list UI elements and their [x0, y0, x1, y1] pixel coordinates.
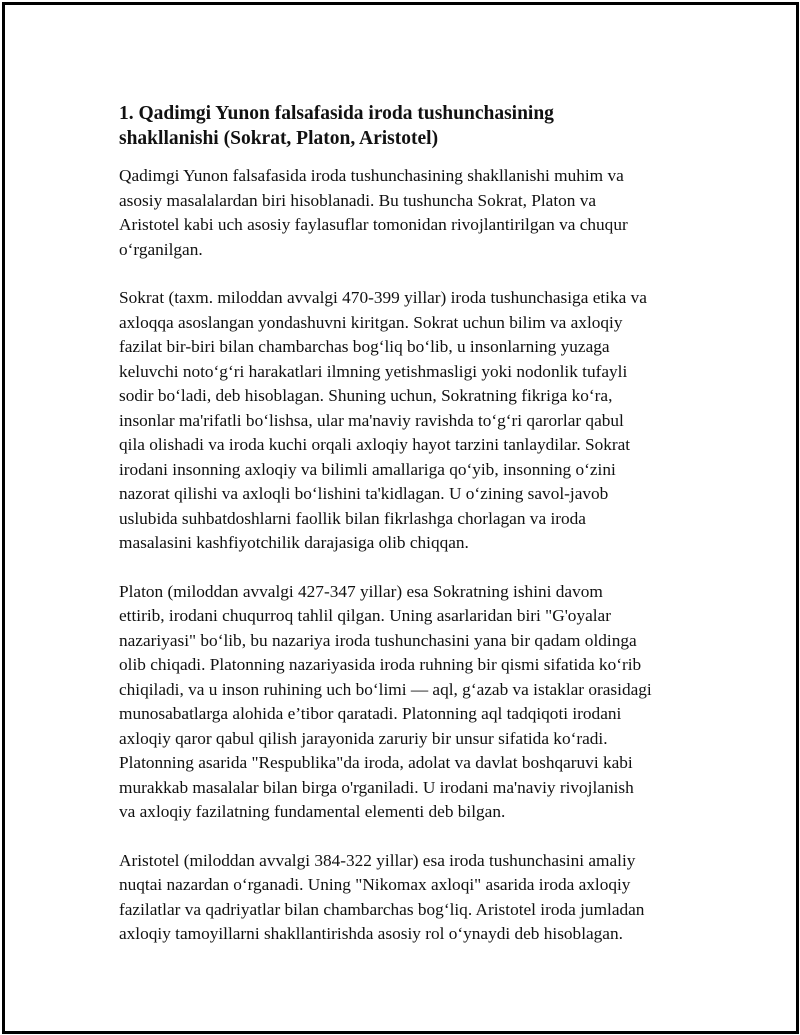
- text-line: uslubida suhbatdoshlarni faollik bilan fikrlashga chorlagan va iroda: [119, 508, 586, 528]
- text-line: axloqiy qaror qabul qilish jarayonida zaruriy bir unsur sifatida ko‘radi.: [119, 728, 608, 748]
- text-line: sodir bo‘ladi, deb hisoblagan. Shuning uchun, Sokratning fikriga ko‘ra,: [119, 386, 613, 405]
- text-line: insonlar ma'rifatli bo‘lishsa, ular ma'naviy ravishda to‘g‘ri qarorlar qabul: [119, 410, 624, 430]
- text-line: fazilatlar va qadriyatlar bilan chambarchas bog‘liq. Aristotel iroda jumladan: [119, 899, 645, 919]
- text-line: ettirib, irodani chuqurroq tahlil qilgan. Uning asarlaridan biri "G'oyalar: [119, 606, 611, 625]
- text-line: axloqiy tamoyillarni shakllantirishda asosiy rol o‘ynaydi deb hisoblagan.: [119, 924, 623, 943]
- text-line: Aristotel kabi uch asosiy faylasuflar tomonidan rivojlantirilgan va chuqur: [119, 215, 628, 234]
- page-frame: [2, 2, 799, 1034]
- text-line: Platon (miloddan avvalgi 427-347 yillar) esa Sokratning ishini davom: [119, 581, 603, 601]
- paragraph-aristotel: [119, 849, 691, 947]
- text-line: va axloqiy fazilatning fundamental elementi deb bilgan.: [119, 802, 506, 821]
- text-line: Sokrat (taxm. miloddan avvalgi 470-399 yillar) iroda tushunchasiga etika va: [119, 288, 647, 307]
- text-line: keluvchi noto‘g‘ri harakatlari ilmning yetishmasligi yoki nodonlik tufayli: [119, 361, 628, 381]
- text-line: chiqiladi, va u inson ruhining uch bo‘limi — aql, g‘azab va istaklar orasidagi: [119, 679, 652, 699]
- text-line: o‘rganilgan.: [119, 239, 203, 259]
- text-line: masalasini kashfiyotchilik darajasiga olib chiqqan.: [119, 533, 469, 552]
- text-line: Aristotel (miloddan avvalgi 384-322 yillar) esa iroda tushunchasini amaliy: [119, 850, 636, 870]
- text-line: asosiy masalalardan biri hisoblanadi. Bu tushuncha Sokrat, Platon va: [119, 190, 597, 210]
- text-line: nuqtai nazardan o‘rganadi. Uning "Nikomax axloqi" asarida iroda axloqiy: [119, 875, 631, 894]
- text-line: nazariyasi" bo‘lib, bu nazariya iroda tushunchasini yana bir qadam oldinga: [119, 630, 637, 650]
- text-line: olib chiqadi. Platonning nazariyasida iroda ruhning bir qismi sifatida ko‘rib: [119, 655, 642, 674]
- document-body: [119, 101, 691, 947]
- text-line: munosabatlarga alohida e’tibor qaratadi. Platonning aql tadqiqoti irodani: [119, 704, 622, 723]
- text-line: Qadimgi Yunon falsafasida iroda tushunchasining shakllanishi muhim va: [119, 166, 624, 185]
- paragraph-sokrat: [119, 286, 691, 556]
- section-heading: [119, 101, 691, 151]
- paragraph-intro: [119, 164, 691, 262]
- heading-line: shakllanishi (Sokrat, Platon, Aristotel): [119, 128, 439, 149]
- text-line: qila olishadi va iroda kuchi orqali axloqiy hayot tarzini tanlaydilar. Sokrat: [119, 435, 631, 454]
- text-line: irodani insonning axloqiy va bilimli amallariga qo‘yib, insonning o‘zini: [119, 459, 616, 479]
- text-line: Platonning asarida "Respublika"da iroda, adolat va davlat boshqaruvi kabi: [119, 753, 633, 772]
- text-line: nazorat qilishi va axloqli bo‘lishini ta'kidlagan. U o‘zining savol-javob: [119, 484, 609, 503]
- paragraph-platon: [119, 580, 691, 825]
- text-line: fazilat bir-biri bilan chambarchas bog‘liq bo‘lib, u insonlarning yuzaga: [119, 337, 610, 356]
- text-line: axloqqa asoslangan yondashuvni kiritgan. Sokrat uchun bilim va axloqiy: [119, 312, 623, 332]
- heading-line: 1. Qadimgi Yunon falsafasida iroda tushunchasining: [119, 103, 554, 124]
- text-line: murakkab masalalar bilan birga o'rganiladi. U irodani ma'naviy rivojlanish: [119, 777, 634, 797]
